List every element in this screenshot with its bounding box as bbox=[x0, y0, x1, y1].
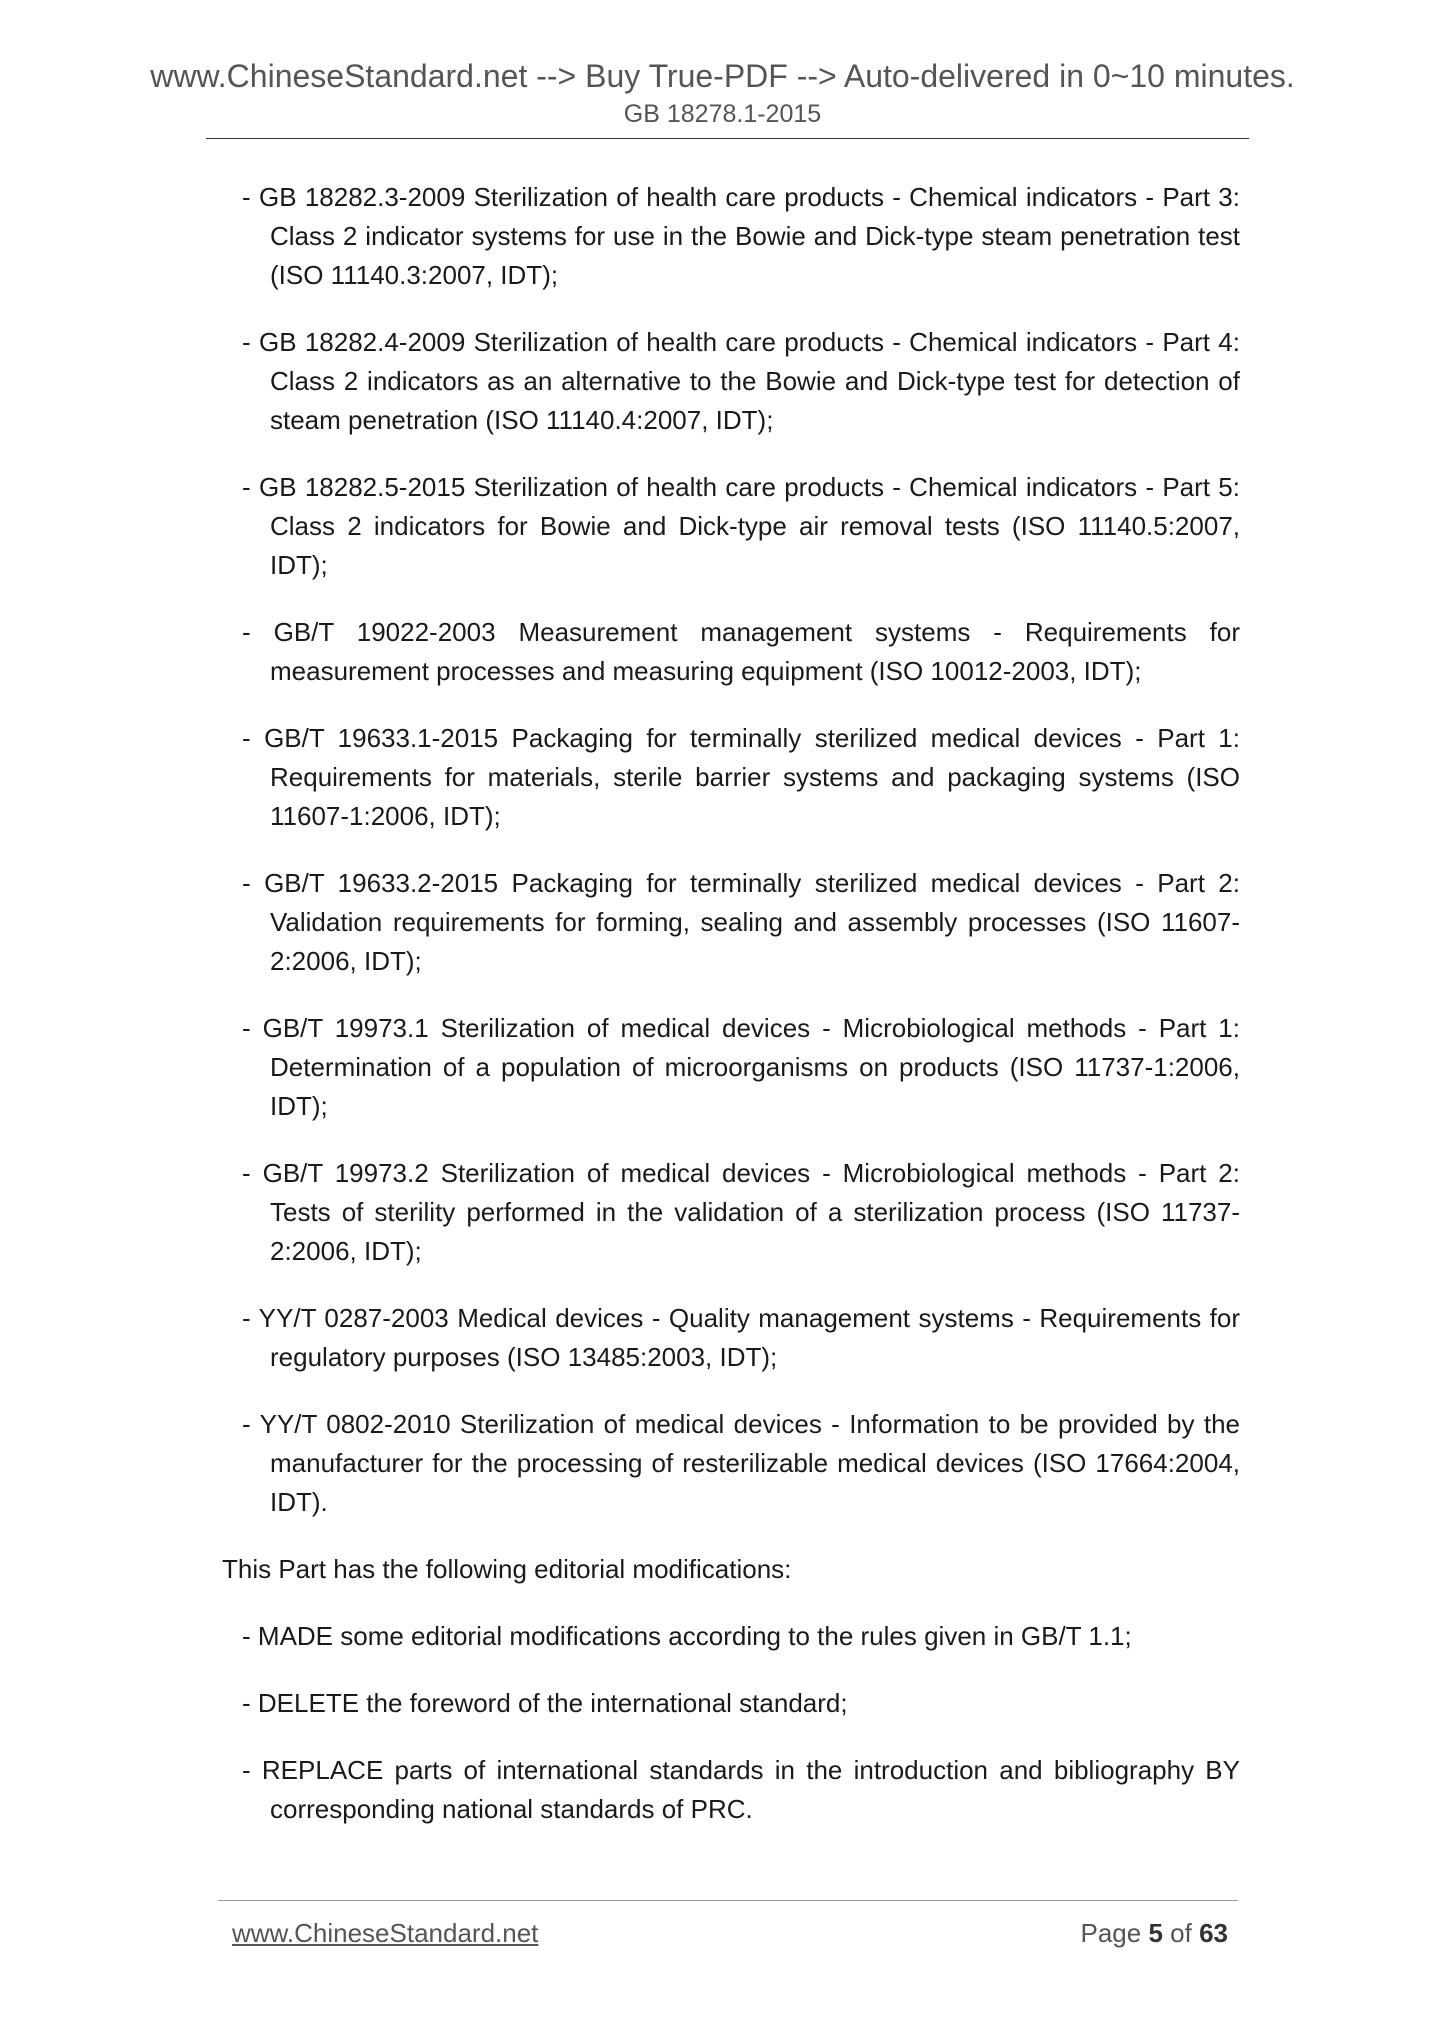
reference-text: GB/T 19633.2-2015 Packaging for terminally sterilized medical devices - Part 2: Validation requirements for forming, sealing and assembly processes (ISO 11607-2:2006, IDT); bbox=[264, 868, 1240, 976]
footer-divider bbox=[218, 1900, 1238, 1901]
reference-text: GB 18282.4-2009 Sterilization of health care products - Chemical indicators - Part 4: Class 2 indicators as an alternative to the Bowie and Dick-type test for detection of steam penetration (ISO 11140.4:2007, IDT); bbox=[258, 327, 1240, 435]
reference-item: - GB/T 19973.2 Sterilization of medical devices - Microbiological methods - Part 2: Tests of sterility performed in the validation of a sterilization process (ISO 11737-2:2006, IDT); bbox=[242, 1158, 1240, 1266]
reference-text: YY/T 0287-2003 Medical devices - Quality management systems - Requirements for regulatory purposes (ISO 13485:2003, IDT); bbox=[258, 1303, 1240, 1372]
modification-item: - DELETE the foreword of the international standard; bbox=[242, 1688, 848, 1718]
header-banner: www.ChineseStandard.net --> Buy True-PDF --> Auto-delivered in 0~10 minutes. bbox=[150, 58, 1295, 94]
page-indicator: Page 5 of 63 bbox=[1080, 1918, 1228, 1948]
page-header bbox=[0, 56, 1445, 130]
modification-text: MADE some editorial modifications according to the rules given in GB/T 1.1; bbox=[257, 1621, 1132, 1651]
reference-item: - YY/T 0802-2010 Sterilization of medical devices - Information to be provided by the manufacturer for the processing of resterilizable medical devices (ISO 17664:2004, IDT). bbox=[242, 1409, 1240, 1517]
reference-text: GB/T 19633.1-2015 Packaging for terminally sterilized medical devices - Part 1: Requirements for materials, sterile barrier systems and packaging systems (ISO 11607-1:2006, IDT); bbox=[264, 723, 1240, 831]
modification-item: - REPLACE parts of international standards in the introduction and bibliography BY corresponding national standards of PRC. bbox=[242, 1755, 1240, 1824]
reference-text: GB/T 19973.2 Sterilization of medical devices - Microbiological methods - Part 2: Tests of sterility performed in the validation of a sterilization process (ISO 11737-2:2006, IDT); bbox=[262, 1158, 1240, 1266]
document-body bbox=[222, 178, 1240, 1857]
reference-text: GB 18282.3-2009 Sterilization of health care products - Chemical indicators - Part 3: Class 2 indicator systems for use in the Bowie and Dick-type steam penetration test (ISO 11140.3:2007, IDT); bbox=[258, 182, 1240, 290]
modification-text: DELETE the foreword of the international standard; bbox=[257, 1688, 848, 1718]
reference-text: GB 18282.5-2015 Sterilization of health care products - Chemical indicators - Part 5: Class 2 indicators for Bowie and Dick-type air removal tests (ISO 11140.5:2007, IDT); bbox=[258, 472, 1240, 580]
reference-item: - GB/T 19633.2-2015 Packaging for terminally sterilized medical devices - Part 2: Validation requirements for forming, sealing and assembly processes (ISO 11607-2:2006, IDT); bbox=[242, 868, 1240, 976]
reference-item: - GB 18282.5-2015 Sterilization of health care products - Chemical indicators - Part 5: Class 2 indicators for Bowie and Dick-type air removal tests (ISO 11140.5:2007, IDT); bbox=[242, 472, 1240, 580]
reference-item: - YY/T 0287-2003 Medical devices - Quality management systems - Requirements for regulatory purposes (ISO 13485:2003, IDT); bbox=[242, 1303, 1240, 1372]
reference-item: - GB/T 19633.1-2015 Packaging for terminally sterilized medical devices - Part 1: Requirements for materials, sterile barrier systems and packaging systems (ISO 11607-1:2006, IDT); bbox=[242, 723, 1240, 831]
modification-item: - MADE some editorial modifications according to the rules given in GB/T 1.1; bbox=[242, 1621, 1132, 1651]
editorial-modifications-list bbox=[222, 1617, 1240, 1829]
reference-item: - GB 18282.3-2009 Sterilization of health care products - Chemical indicators - Part 3: Class 2 indicator systems for use in the Bowie and Dick-type steam penetration test (ISO 11140.3:2007, IDT); bbox=[242, 182, 1240, 290]
reference-item: - GB/T 19022-2003 Measurement management systems - Requirements for measurement processes and measuring equipment (ISO 10012-2003, IDT); bbox=[242, 617, 1240, 686]
reference-text: GB/T 19973.1 Sterilization of medical devices - Microbiological methods - Part 1: Determination of a population of microorganisms on products (ISO 11737-1:2006, IDT); bbox=[262, 1013, 1240, 1121]
reference-item: - GB/T 19973.1 Sterilization of medical devices - Microbiological methods - Part 1: Determination of a population of microorganisms on products (ISO 11737-1:2006, IDT); bbox=[242, 1013, 1240, 1121]
reference-text: YY/T 0802-2010 Sterilization of medical devices - Information to be provided by the manufacturer for the processing of resterilizable medical devices (ISO 17664:2004, IDT). bbox=[259, 1409, 1240, 1517]
modifications-intro: This Part has the following editorial modifications: bbox=[222, 1554, 792, 1584]
normative-references-list bbox=[222, 178, 1240, 1522]
header-divider bbox=[206, 138, 1249, 139]
reference-item: - GB 18282.4-2009 Sterilization of health care products - Chemical indicators - Part 4: Class 2 indicators as an alternative to the Bowie and Dick-type test for detection of steam penetration (ISO 11140.4:2007, IDT); bbox=[242, 327, 1240, 435]
modification-text: REPLACE parts of international standards in the introduction and bibliography BY corresponding national standards of PRC. bbox=[261, 1755, 1240, 1824]
footer-site-link[interactable]: www.ChineseStandard.net bbox=[232, 1918, 539, 1948]
reference-text: GB/T 19022-2003 Measurement management systems - Requirements for measurement processes and measuring equipment (ISO 10012-2003, IDT); bbox=[270, 617, 1240, 686]
total-pages: 63 bbox=[1199, 1918, 1228, 1948]
header-standard-id: GB 18278.1-2015 bbox=[623, 100, 822, 128]
current-page: 5 bbox=[1148, 1918, 1163, 1948]
